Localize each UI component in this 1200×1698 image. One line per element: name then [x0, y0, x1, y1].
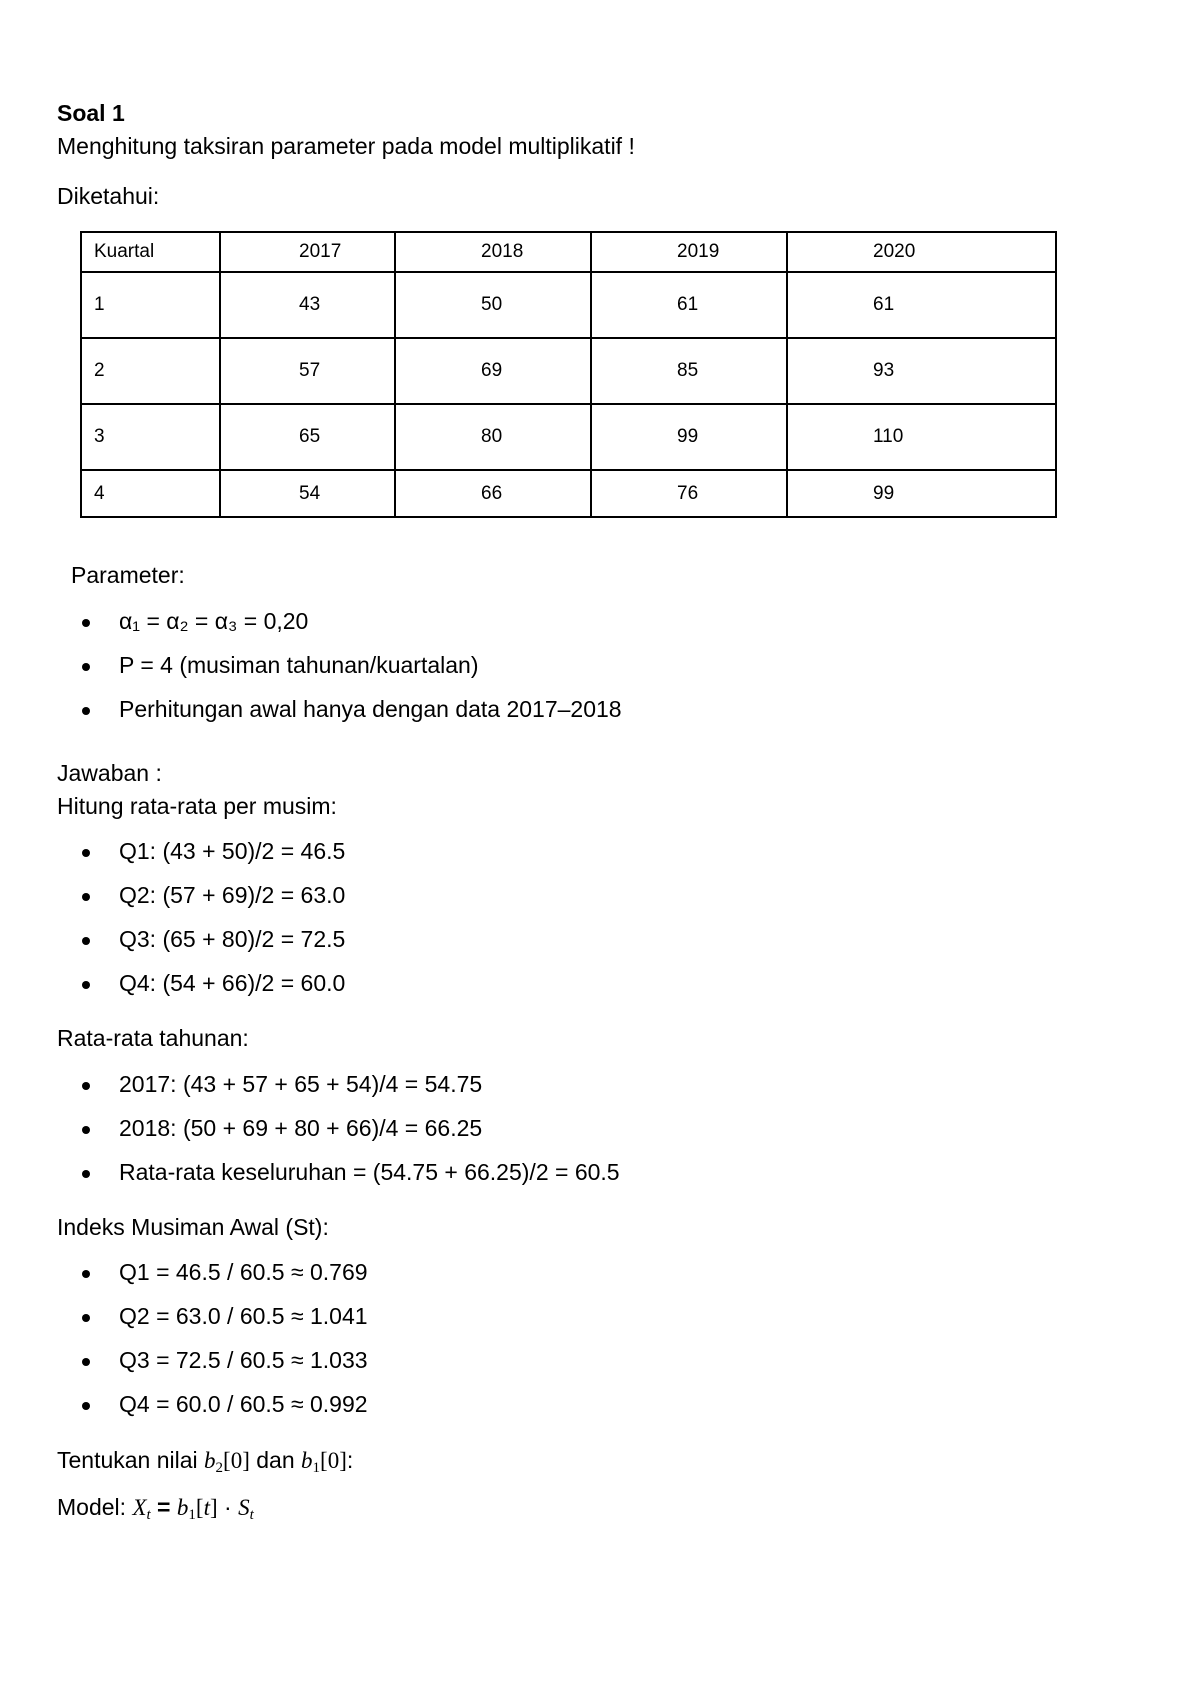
determine-suffix: :	[346, 1447, 354, 1473]
table-cell: 61	[591, 272, 787, 338]
table-header-row	[81, 232, 1056, 272]
table-header-cell: Kuartal	[81, 232, 220, 272]
table-cell: 65	[220, 404, 395, 470]
b2-argument: [0]	[223, 1448, 250, 1473]
seasonal-index-label: Indeks Musiman Awal (St):	[57, 1214, 329, 1240]
model-equals: =	[150, 1494, 177, 1520]
list-item: Q3: (65 + 80)/2 = 72.5	[80, 926, 345, 970]
seasonal-average-list	[80, 838, 345, 1014]
b-subscript: 1	[188, 1507, 196, 1523]
table-row	[81, 404, 1056, 470]
model-line	[57, 1494, 254, 1524]
table-cell: 76	[591, 470, 787, 517]
parameter-list	[80, 608, 622, 740]
list-item: 2017: (43 + 57 + 65 + 54)/4 = 54.75	[80, 1071, 620, 1115]
table-cell: 80	[395, 404, 591, 470]
b2-subscript: 2	[215, 1460, 224, 1476]
annual-average-label: Rata-rata tahunan:	[57, 1025, 249, 1051]
answer-label: Jawaban :	[57, 760, 162, 786]
given-label: Diketahui:	[57, 183, 160, 209]
t-close-bracket: ]	[209, 1495, 218, 1520]
list-item: α₁ = α₂ = α₃ = 0,20	[80, 608, 622, 652]
list-item: Perhitungan awal hanya dengan data 2017–2018	[80, 696, 622, 740]
multiply-dot: ·	[217, 1494, 239, 1520]
table-cell: 54	[220, 470, 395, 517]
data-table	[80, 231, 1057, 518]
list-item: Q2 = 63.0 / 60.5 ≈ 1.041	[80, 1303, 368, 1347]
s-variable: S	[238, 1495, 250, 1520]
table-header-cell: 2020	[787, 232, 1056, 272]
determine-conjunction: dan	[249, 1447, 302, 1473]
table-cell: 69	[395, 338, 591, 404]
seasonal-index-list	[80, 1259, 368, 1435]
table-cell: 61	[787, 272, 1056, 338]
parameter-label: Parameter:	[71, 562, 185, 588]
list-item: Rata-rata keseluruhan = (54.75 + 66.25)/2 = 60.5	[80, 1159, 620, 1203]
table-cell: 66	[395, 470, 591, 517]
table-cell: 85	[591, 338, 787, 404]
table-cell: 1	[81, 272, 220, 338]
annual-average-list	[80, 1071, 620, 1203]
determine-prefix: Tentukan nilai	[57, 1447, 205, 1473]
model-prefix: Model:	[57, 1494, 133, 1520]
x-variable: X	[132, 1495, 147, 1520]
t-open-bracket: [	[195, 1495, 204, 1520]
table-row	[81, 272, 1056, 338]
table-cell: 93	[787, 338, 1056, 404]
table-row	[81, 338, 1056, 404]
table-header-cell: 2017	[220, 232, 395, 272]
table-cell: 99	[787, 470, 1056, 517]
list-item: Q3 = 72.5 / 60.5 ≈ 1.033	[80, 1347, 368, 1391]
table-cell: 4	[81, 470, 220, 517]
instruction-text: Menghitung taksiran parameter pada model multiplikatif !	[57, 133, 635, 159]
list-item: P = 4 (musiman tahunan/kuartalan)	[80, 652, 622, 696]
table-header-cell: 2019	[591, 232, 787, 272]
table-cell: 50	[395, 272, 591, 338]
b1-variable: b	[301, 1448, 313, 1473]
table-cell: 57	[220, 338, 395, 404]
list-item: Q1 = 46.5 / 60.5 ≈ 0.769	[80, 1259, 368, 1303]
table-row	[81, 470, 1056, 517]
list-item: 2018: (50 + 69 + 80 + 66)/4 = 66.25	[80, 1115, 620, 1159]
table-cell: 110	[787, 404, 1056, 470]
b1-argument: [0]	[320, 1448, 347, 1473]
list-item: Q4: (54 + 66)/2 = 60.0	[80, 970, 345, 1014]
b1-subscript: 1	[312, 1460, 321, 1476]
table-cell: 2	[81, 338, 220, 404]
page-heading: Soal 1	[57, 100, 125, 126]
list-item: Q4 = 60.0 / 60.5 ≈ 0.992	[80, 1391, 368, 1435]
table-cell: 99	[591, 404, 787, 470]
b-variable: b	[176, 1495, 189, 1520]
x-subscript: t	[146, 1507, 151, 1523]
list-item: Q2: (57 + 69)/2 = 63.0	[80, 882, 345, 926]
t-variable: t	[203, 1495, 210, 1520]
table-cell: 3	[81, 404, 220, 470]
list-item: Q1: (43 + 50)/2 = 46.5	[80, 838, 345, 882]
s-subscript: t	[249, 1507, 254, 1523]
table-header-cell: 2018	[395, 232, 591, 272]
seasonal-average-label: Hitung rata-rata per musim:	[57, 793, 337, 819]
determine-line	[57, 1447, 353, 1477]
table-cell: 43	[220, 272, 395, 338]
b2-variable: b	[204, 1448, 216, 1473]
